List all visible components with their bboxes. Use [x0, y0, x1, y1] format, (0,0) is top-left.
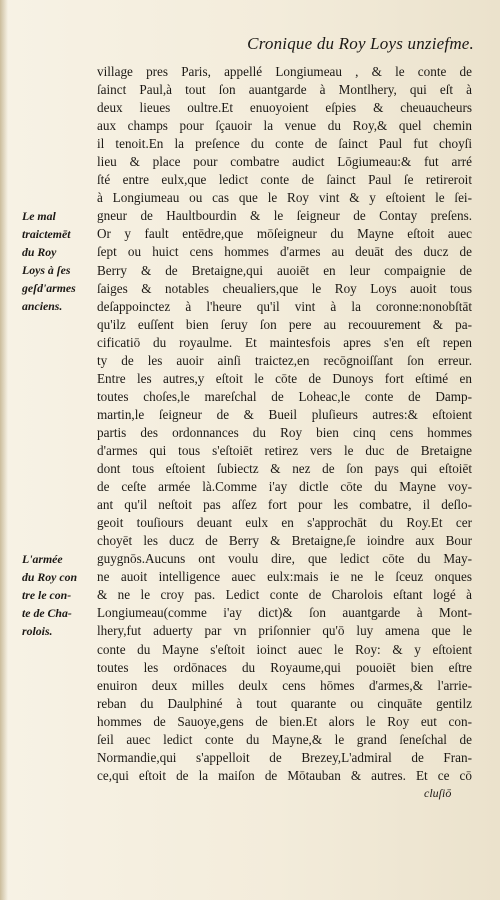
text-line: ty de les auoir ainſi traictez,en recōgnoiſſant ſon erreur.: [97, 352, 472, 368]
text-line: ne auoit intelligence auec eulx:mais ie ne le ſceuz onques: [97, 569, 472, 585]
margin-note-line: L'armée: [22, 552, 63, 566]
text-line: martin,le ſeigneur de & Bueil pluſieurs autres:& eſtoient: [97, 406, 472, 422]
text-line: Longiumeau(comme i'ay dict)& ſon auantgarde à Mont-: [97, 605, 472, 621]
margin-note-line: du Roy: [22, 245, 57, 260]
text-line: deſappoinctez à l'heure qu'il vint à la coronne:nonobſtāt: [97, 298, 472, 314]
text-line: gneur de Haultbourdin & le ſeigneur de Contay preſens.: [97, 208, 472, 224]
margin-note-line: rolois.: [22, 624, 53, 639]
margin-note-line: Loys à ſes: [22, 263, 71, 278]
main-text-block: [97, 63, 472, 785]
text-line: Berry & de Bretaigne,qui auoiēt en leur compaignie de: [97, 262, 472, 278]
text-line: enuiron deux milles deulx cens hōmes d'armes,& l'arrie-: [97, 677, 472, 693]
text-line: ant qu'il neſtoit pas aſſez fort pour les combatre, il deſlo-: [97, 497, 472, 513]
margin-note-line: geſd'armes: [22, 281, 76, 296]
margin-note-line: traictemēt: [22, 227, 71, 242]
text-line: choyēt les ducz de Berry & Bretaigne,ſe ioindre aux Bour: [97, 533, 472, 549]
text-line: cificatiō du royaulme. Et maintesfois apres s'en eſt repen: [97, 334, 472, 350]
text-line: ſaiges & notables cheualiers,que le Roy Loys auoit tous: [97, 280, 472, 296]
margin-note-line: anciens.: [22, 299, 63, 314]
catchword: cluſiō: [424, 786, 452, 800]
text-line: conte du Mayne s'eſtoit ioinct auec le Roy: & y eſtoient: [97, 641, 472, 657]
text-line: ſté entre eulx,que ledict conte de ſainct Paul ſe retireroit: [97, 172, 472, 188]
text-line: Normandie,qui s'appelloit de Brezey,L'admiral de Fran-: [97, 749, 472, 765]
page-gutter-shadow: [0, 0, 8, 900]
text-line: lieu & place pour combatre audict Lōgiumeau:& fut arré: [97, 154, 472, 170]
text-line: de ceſte armée là.Comme i'ay dictle cōte du Mayne voy-: [97, 479, 472, 495]
margin-note-mal-traictement: [22, 207, 94, 315]
margin-note-line: te de Cha-: [22, 606, 72, 621]
text-line: Or y fault entēdre,que mōſeigneur du Mayne eſtoit auec: [97, 226, 472, 242]
text-line: ſept ou huict cens hommes d'armes au deuāt des ducz de: [97, 244, 472, 260]
text-line: ſainct Paul,à tout ſon auantgarde à Montlhery, qui eſt à: [97, 82, 472, 98]
text-line: qu'ilz euſſent bien ſeruy ſon pere au recouurement & pa-: [97, 316, 472, 332]
text-line: reban du Daulphiné à tout quarante ou cinquāte gentilz: [97, 695, 472, 711]
text-line: guygnōs.Aucuns ont voulu dire, que ledict cōte du May-: [97, 551, 472, 567]
text-line: toutes les ordōnaces du Royaume,qui pouoiēt bien eſtre: [97, 659, 472, 675]
margin-note-line: Le mal: [22, 209, 56, 223]
text-line: ce,qui eſtoit de la maiſon de Mōtauban & autres. Et ce cō: [97, 767, 472, 783]
text-line: lhery,fut aduerty par vn priſonnier qu'ō luy amena que le: [97, 623, 472, 639]
text-line: geoit touſiours deuant eulx en s'approchāt du Roy.Et cer: [97, 515, 472, 531]
text-line: Entre les autres,y eſtoit le cōte de Dunoys fort eſtimé en: [97, 370, 472, 386]
text-line: toutes choſes,le mareſchal de Loheac,le conte de Damp-: [97, 388, 472, 404]
text-line: village pres Paris, appellé Longiumeau , & le conte de: [97, 64, 472, 79]
text-line: aux champs pour ſçauoir la venue du Roy,& quel chemin: [97, 118, 472, 134]
text-line: à Longiumeau ou cas que le Roy vint & y eſtoient le ſei-: [97, 190, 472, 206]
text-line: deux lieues oultre.Et enuoyoient eſpies & cheuaucheurs: [97, 100, 472, 116]
text-line: hommes de Sauoye,gens de bien.Et alors le Roy eut con-: [97, 713, 472, 729]
text-line: il tenoit.En la preſence du conte de ſainct Paul fut choyſi: [97, 136, 472, 152]
text-line: ſeil auec ledict conte du Mayne,& le grand ſeneſchal de: [97, 731, 472, 747]
text-line: partis des ordonnances du Roy bien cinq cens hommes: [97, 424, 472, 440]
margin-note-line: du Roy con: [22, 570, 78, 585]
text-line: dont tous eſtoient ſubiectz & nez de ſon pays qui eſtoiēt: [97, 461, 472, 477]
running-title: Cronique du Roy Loys unziefme.: [247, 34, 474, 53]
margin-note-armee-du-roy: [22, 550, 94, 640]
text-line: & ne le croy pas. Ledict conte de Charolois eſtant logé à: [97, 587, 472, 603]
margin-note-line: tre le con-: [22, 588, 72, 603]
text-line: d'armes qui tous s'eſtoiēt retirez vers le duc de Bretaigne: [97, 442, 472, 458]
